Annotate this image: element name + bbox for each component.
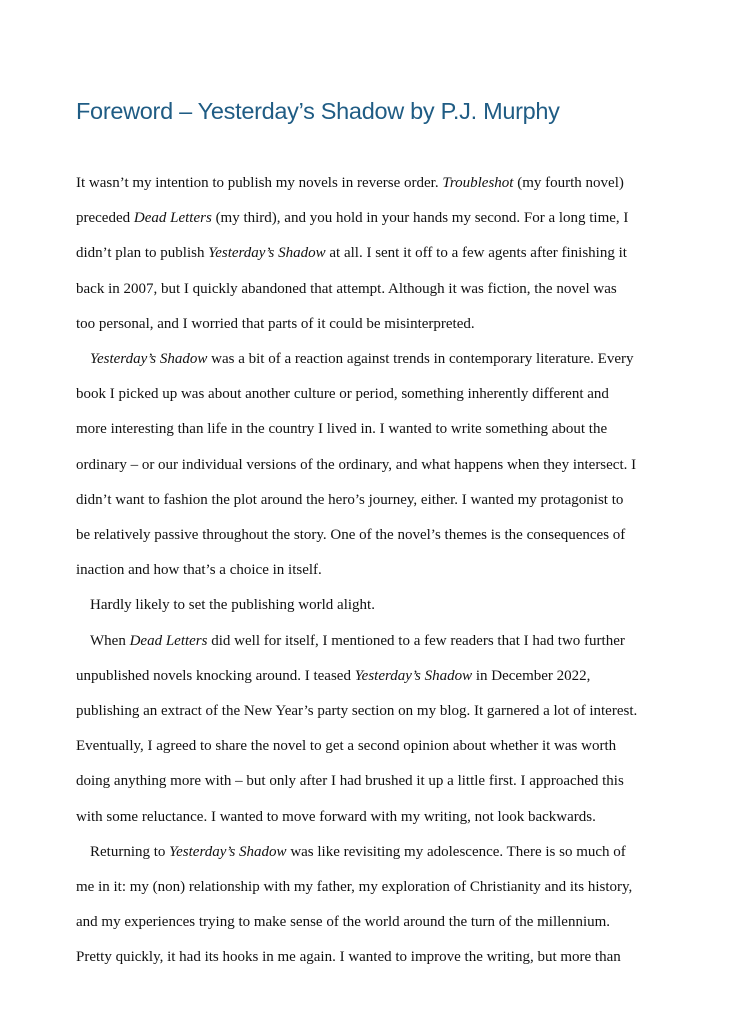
text-span: was a bit of a reaction against trends in contemporary literature. Every — [207, 351, 634, 368]
text-span: publishing an extract of the New Year’s party section on my blog. It garnered a lot of interest. — [76, 703, 638, 720]
italic-title-span: Dead Letters — [129, 632, 208, 649]
text-line — [76, 272, 676, 307]
text-span: at all. I sent it off to a few agents after finishing it — [325, 245, 627, 262]
text-span: did well for itself, I mentioned to a few readers that I had two further — [207, 632, 625, 649]
text-line — [76, 694, 676, 729]
italic-title-span: Yesterday’s Shadow — [90, 351, 208, 368]
text-span: Pretty quickly, it had its hooks in me again. I wanted to improve the writing, but more than — [76, 949, 621, 966]
text-span: Eventually, I agreed to share the novel to get a second opinion about whether it was worth — [76, 738, 617, 755]
foreword-heading: Foreword – Yesterday’s Shadow by P.J. Murphy — [76, 98, 560, 124]
text-span: Hardly likely to set the publishing world alight. — [90, 597, 375, 614]
text-span: be relatively passive throughout the story. One of the novel’s themes is the consequences of — [76, 527, 626, 544]
text-span: me in it: my (non) relationship with my father, my exploration of Christianity and its history, — [76, 879, 633, 896]
text-line — [76, 166, 676, 201]
text-span: was like revisiting my adolescence. There is so much of — [286, 843, 626, 860]
text-span: Returning to — [90, 843, 170, 860]
text-span: back in 2007, but I quickly abandoned that attempt. Although it was fiction, the novel was — [76, 280, 617, 297]
text-span: book I picked up was about another culture or period, something inherently different and — [76, 386, 609, 403]
text-line — [76, 483, 676, 518]
text-line — [76, 764, 676, 799]
italic-title-span: Yesterday’s Shadow — [354, 667, 473, 684]
italic-title-span: Yesterday’s Shadow — [208, 245, 326, 262]
text-span: doing anything more with – but only after I had brushed it up a little first. I approached this — [76, 773, 624, 790]
text-line — [76, 412, 676, 447]
text-line — [76, 659, 676, 694]
text-span: didn’t plan to publish — [76, 245, 209, 262]
text-line — [76, 624, 676, 659]
text-span: more interesting than life in the country I lived in. I wanted to write something about the — [76, 421, 608, 438]
text-line — [76, 342, 676, 377]
text-line — [76, 905, 676, 940]
text-span: ordinary – or our individual versions of the ordinary, and what happens when they intersect. I — [76, 456, 637, 473]
italic-title-span: Yesterday’s Shadow — [169, 843, 287, 860]
text-span: and my experiences trying to make sense of the world around the turn of the millennium. — [76, 914, 611, 931]
text-line — [76, 518, 676, 553]
text-line — [76, 588, 676, 623]
text-span: with some reluctance. I wanted to move forward with my writing, not look backwards. — [76, 808, 596, 825]
foreword-body — [76, 166, 676, 976]
italic-title-span: Troubleshot — [442, 175, 514, 191]
italic-title-span: Dead Letters — [133, 210, 212, 227]
text-span: It wasn’t my intention to publish my novels in reverse order. — [76, 175, 443, 191]
text-line — [76, 448, 676, 483]
text-span: inaction and how that’s a choice in itself. — [76, 562, 322, 579]
text-span: didn’t want to fashion the plot around the hero’s journey, either. I wanted my protagonist to — [76, 491, 624, 508]
text-span: preceded — [76, 210, 134, 227]
text-span: too personal, and I worried that parts of it could be misinterpreted. — [76, 315, 475, 332]
text-line — [76, 729, 676, 764]
text-line — [76, 201, 676, 236]
text-span: in December 2022, — [472, 667, 591, 684]
text-span: (my third), and you hold in your hands my second. For a long time, I — [211, 210, 629, 227]
text-line — [76, 553, 676, 588]
text-line — [76, 940, 676, 975]
text-line — [76, 870, 676, 905]
text-span: When — [90, 632, 130, 649]
text-line — [76, 236, 676, 271]
text-span: (my fourth novel) — [513, 175, 624, 191]
text-line — [76, 307, 676, 342]
text-line — [76, 800, 676, 835]
text-span: unpublished novels knocking around. I teased — [76, 667, 355, 684]
text-line — [76, 835, 676, 870]
text-line — [76, 377, 676, 412]
